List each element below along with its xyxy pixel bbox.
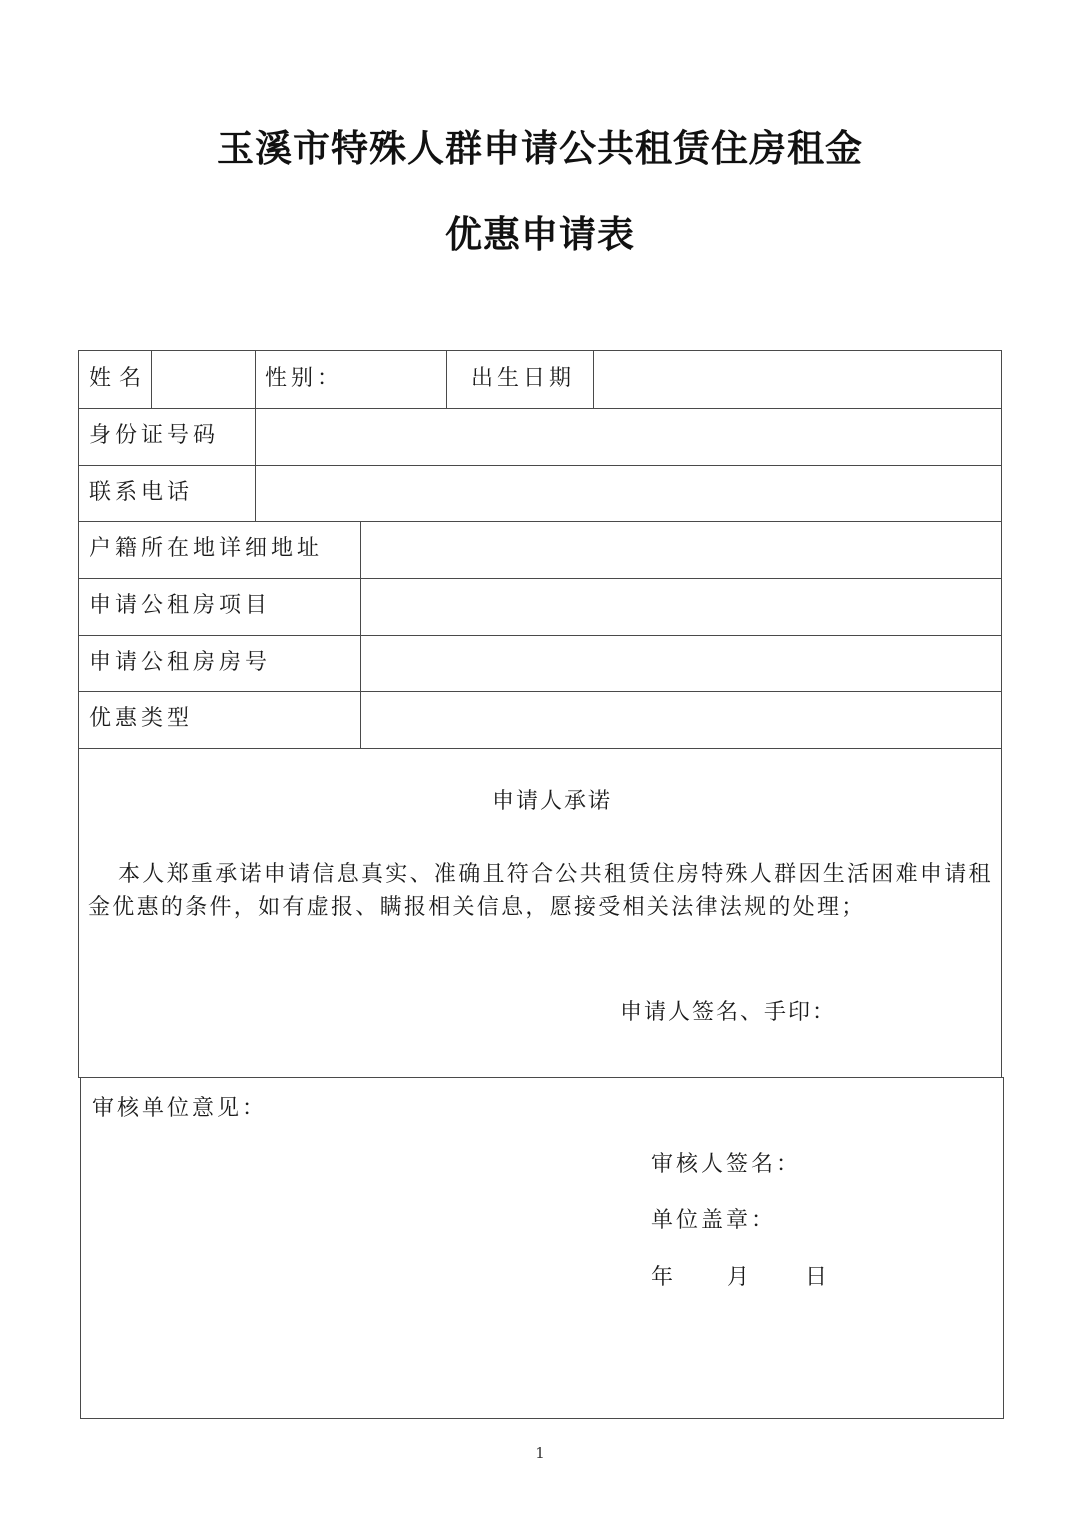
col-divider: [255, 350, 256, 408]
phone-label: 联系电话: [89, 480, 194, 505]
review-opinion-label: 审核单位意见：: [92, 1096, 268, 1121]
form-title-line-2: 优惠申请表: [445, 213, 635, 256]
room-number-label: 申请公租房房号: [89, 650, 272, 675]
date-month-label: 月: [727, 1265, 754, 1290]
gender-label: 性别：: [265, 366, 344, 391]
date-day-label: 日: [805, 1265, 832, 1290]
row-divider: [78, 748, 1002, 749]
housing-project-input-cell[interactable]: [361, 579, 1001, 635]
pledge-text: 本人郑重承诺申请信息真实、准确且符合公共租赁住房特殊人群因生活困难申请租金优惠的条件，如有虚报、瞒报相关信息，愿接受相关法律法规的处理；: [88, 862, 993, 920]
name-label: 姓名: [89, 366, 150, 391]
reviewer-signature-label: 审核人签名：: [651, 1152, 802, 1177]
page-number: 1: [535, 1444, 545, 1462]
housing-project-label: 申请公租房项目: [89, 593, 272, 618]
date-year-label: 年: [651, 1265, 678, 1290]
discount-type-input-cell[interactable]: [361, 692, 1001, 748]
room-number-input-cell[interactable]: [361, 636, 1001, 691]
review-section: [80, 1077, 1004, 1419]
id-number-input-cell[interactable]: [256, 409, 1001, 465]
household-address-label: 户籍所在地详细地址: [89, 536, 324, 561]
applicant-signature-label: 申请人签名、手印：: [620, 1000, 837, 1025]
household-address-input-cell[interactable]: [361, 522, 1001, 578]
col-divider: [446, 350, 447, 408]
phone-input-cell[interactable]: [256, 466, 1001, 521]
form-title-line-1: 玉溪市特殊人群申请公共租赁住房租金: [217, 127, 863, 170]
birth-date-input-cell[interactable]: [594, 351, 1001, 408]
birth-date-label: 出生日期: [471, 366, 576, 391]
id-number-label: 身份证号码: [89, 423, 220, 448]
name-input-cell[interactable]: [152, 351, 255, 408]
unit-seal-label: 单位盖章：: [651, 1208, 777, 1233]
pledge-heading: 申请人承诺: [492, 789, 613, 814]
discount-type-label: 优惠类型: [89, 706, 194, 731]
